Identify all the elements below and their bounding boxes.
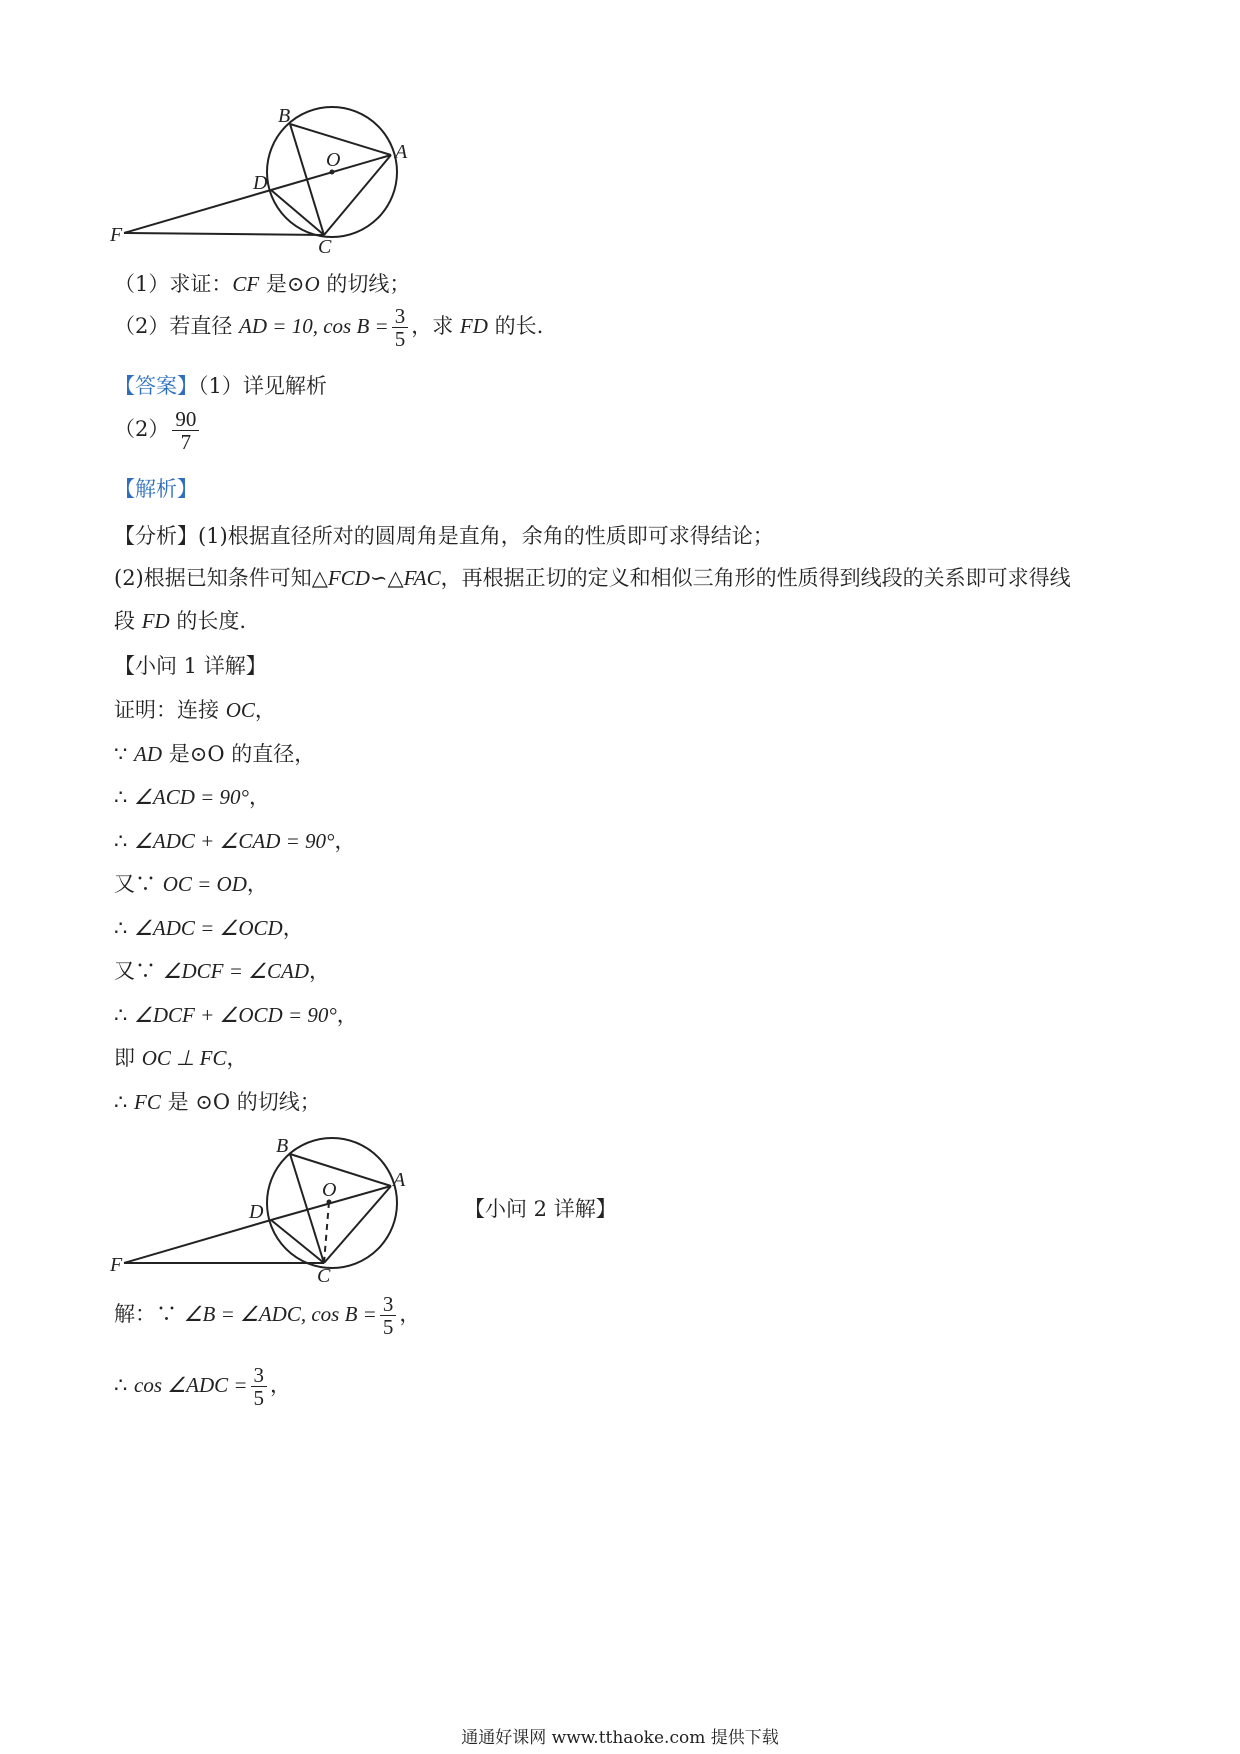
footer-text: 通通好课网 www.tthaoke.com 提供下载 xyxy=(461,1728,779,1748)
proof-line: 又∵ OC = OD， xyxy=(114,872,268,896)
solution-line-1: 解：∵ ∠B = ∠ADC, cos B = $\frac{3}{5}$ ， xyxy=(114,1292,421,1340)
fenxi-line-3: 段 FD 的长度. xyxy=(114,609,247,633)
sub1-title: 【小问 1 详解】 xyxy=(114,654,267,678)
fraction-answer: $\frac{90}{7}$ xyxy=(172,408,199,453)
answer-line-2: （2） $\frac{90}{7}$ xyxy=(114,408,202,453)
proof-line: 又∵ ∠DCF = ∠CAD， xyxy=(114,959,331,983)
label-d: D xyxy=(253,172,268,194)
geometry-figure-2 xyxy=(110,1130,470,1315)
question-1: （1）求证：CF 是⊙O 的切线； xyxy=(114,272,411,296)
label-c: C xyxy=(317,1265,331,1287)
proof-line: ∵ AD 是⊙O 的直径， xyxy=(114,742,316,766)
label-b: B xyxy=(276,1135,289,1157)
label-a: A xyxy=(395,141,408,163)
fenxi-line-2: (2)根据已知条件可知△FCD∽△FAC，再根据正切的定义和相似三角形的性质得到线段的关系即可求得线 xyxy=(114,566,1071,590)
answer-line-1: 【答案】（1）详见解析 xyxy=(114,374,327,398)
label-a: A xyxy=(393,1169,406,1191)
proof-line: ∴ ∠ADC + ∠CAD = 90°， xyxy=(114,829,356,853)
label-f: F xyxy=(110,1254,123,1276)
proof-line: ∴ ∠ADC = ∠OCD， xyxy=(114,916,304,940)
label-o: O xyxy=(326,149,341,171)
fenxi-line: 【分析】(1)根据直径所对的圆周角是直角，余角的性质即可求得结论； xyxy=(114,524,774,548)
answer-tag: 【答案】 xyxy=(114,374,198,398)
proof-line: 即 OC ⊥ FC， xyxy=(114,1046,248,1070)
analysis-tag: 【解析】 xyxy=(114,477,198,501)
solution-line-2: ∴ cos ∠ADC = $\frac{3}{5}$ ， xyxy=(114,1363,292,1411)
fraction-cos-adc: $\frac{3}{5}$ xyxy=(251,1364,268,1409)
fraction-cos-b: $\frac{3}{5}$ xyxy=(392,305,409,350)
label-b: B xyxy=(278,105,291,127)
label-f: F xyxy=(110,224,123,246)
proof-line: ∴ ∠ACD = 90°， xyxy=(114,785,270,809)
proof-line: ∴ ∠DCF + ∠OCD = 90°， xyxy=(114,1003,358,1027)
fraction-cos-b-2: $\frac{3}{5}$ xyxy=(380,1293,397,1338)
sub2-title: 【小问 2 详解】 xyxy=(464,1197,617,1221)
geometry-figure-1 xyxy=(110,100,470,285)
question-2: （2）若直径 AD = 10, cos B = $\frac{3}{5}$ ，求 FD 的长. xyxy=(114,304,544,352)
proof-line: 证明：连接 OC， xyxy=(114,698,276,722)
label-o: O xyxy=(322,1179,337,1201)
label-d: D xyxy=(249,1201,264,1223)
label-c: C xyxy=(318,236,332,258)
proof-line: ∴ FC 是 ⊙O 的切线； xyxy=(114,1090,321,1114)
